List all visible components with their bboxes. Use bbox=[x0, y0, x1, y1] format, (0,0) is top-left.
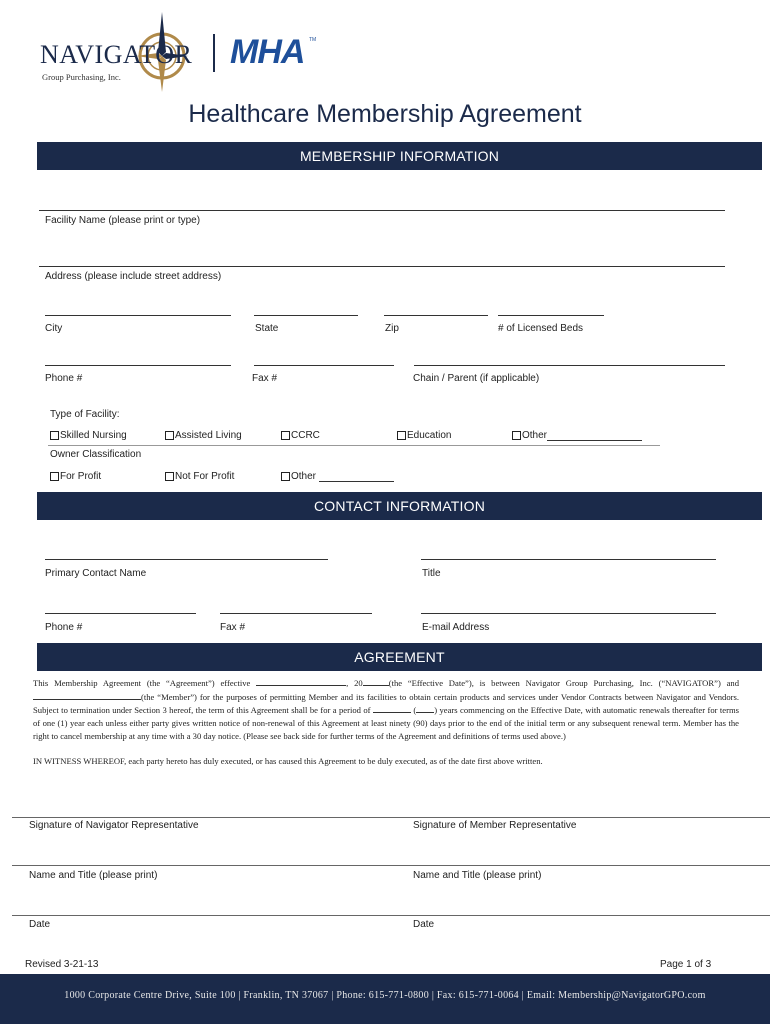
date-right-label: Date bbox=[413, 919, 435, 930]
effective-year-blank[interactable] bbox=[363, 676, 389, 686]
state-label: State bbox=[255, 323, 279, 334]
chain-label: Chain / Parent (if applicable) bbox=[413, 373, 540, 384]
date-line[interactable] bbox=[12, 915, 770, 916]
name-title-line[interactable] bbox=[12, 865, 770, 866]
checkbox-icon[interactable] bbox=[50, 431, 59, 440]
checkbox-skilled-nursing[interactable]: Skilled Nursing bbox=[50, 430, 127, 441]
city-label: City bbox=[45, 323, 63, 334]
agreement-paragraph: This Membership Agreement (the “Agreement”) effective , 20 (the “Effective Date”), is between Navigator Group Purchasing, Inc. (“NAVIGATOR”) and (the “Member”) for the purposes of permitting Member and its facilities to obtain certain products and services under Vendor Contracts between Navigator and Vendors. Subject to termination under Section 3 hereof, the term of this Agreement shall be for a period of ( ) years commencing on the Effective Date, with automatic renewals thereafter for terms of one (1) year each unless either party gives written notice of non-renewal of this Agreement at least ninety (90) days prior to the end of the initial term or any subsequent renewal term. Member has the right to cancel membership at any time with a 30 day notice. (Please see back side for further terms of the Agreement and definitions of terms used above.) bbox=[33, 678, 740, 741]
contact-phone-line[interactable] bbox=[45, 613, 196, 614]
navigator-subtitle: Group Purchasing, Inc. bbox=[42, 72, 121, 82]
checkbox-icon[interactable] bbox=[281, 472, 290, 481]
other-facility-blank[interactable] bbox=[547, 431, 642, 441]
checkbox-ccrc[interactable]: CCRC bbox=[281, 430, 320, 441]
term-length-blank[interactable] bbox=[373, 703, 411, 713]
checkbox-other-facility[interactable]: Other bbox=[512, 430, 642, 441]
trademark-mark: TM bbox=[309, 37, 317, 43]
fax-label: Fax # bbox=[252, 373, 278, 384]
name-title-left-label: Name and Title (please print) bbox=[29, 870, 158, 881]
state-line[interactable] bbox=[254, 315, 358, 316]
checkbox-not-for-profit[interactable]: Not For Profit bbox=[165, 471, 234, 482]
owner-classification-label: Owner Classification bbox=[50, 449, 142, 460]
address-label: Address (please include street address) bbox=[45, 271, 222, 282]
facility-type-divider bbox=[48, 445, 660, 446]
fax-line[interactable] bbox=[254, 365, 394, 366]
navigator-logo bbox=[40, 10, 200, 94]
signature-line[interactable] bbox=[12, 817, 770, 818]
page-number: Page 1 of 3 bbox=[660, 959, 712, 970]
member-signature-label: Signature of Member Representative bbox=[413, 820, 577, 831]
navigator-signature-label: Signature of Navigator Representative bbox=[29, 820, 199, 831]
effective-date-blank[interactable] bbox=[256, 676, 346, 686]
type-of-facility-label: Type of Facility: bbox=[50, 409, 120, 420]
checkbox-icon[interactable] bbox=[165, 472, 174, 481]
primary-contact-label: Primary Contact Name bbox=[45, 568, 147, 579]
navigator-wordmark: NAVIGATOR bbox=[40, 40, 193, 69]
checkbox-for-profit[interactable]: For Profit bbox=[50, 471, 101, 482]
member-name-blank[interactable] bbox=[33, 690, 141, 700]
checkbox-icon[interactable] bbox=[50, 472, 59, 481]
zip-label: Zip bbox=[385, 323, 399, 334]
zip-line[interactable] bbox=[384, 315, 488, 316]
checkbox-assisted-living[interactable]: Assisted Living bbox=[165, 430, 242, 441]
email-line[interactable] bbox=[421, 613, 716, 614]
checkbox-education[interactable]: Education bbox=[397, 430, 451, 441]
footer-contact-bar: 1000 Corporate Centre Drive, Suite 100 | Franklin, TN 37067 | Phone: 615-771-0800 | Fax: 615-771-0064 | Email: Membership@NavigatorGPO.com bbox=[0, 974, 770, 1024]
licensed-beds-label: # of Licensed Beds bbox=[498, 323, 584, 334]
contact-fax-label: Fax # bbox=[220, 622, 246, 633]
phone-label: Phone # bbox=[45, 373, 83, 384]
witness-paragraph: IN WITNESS WHEREOF, each party hereto has duly executed, or has caused this Agreement to be duly executed, as of the date first above written. bbox=[33, 756, 543, 766]
contact-fax-line[interactable] bbox=[220, 613, 372, 614]
facility-name-label: Facility Name (please print or type) bbox=[45, 215, 201, 226]
other-owner-blank[interactable] bbox=[319, 472, 394, 482]
logo-divider bbox=[213, 34, 215, 72]
title-label: Title bbox=[422, 568, 441, 579]
contact-section-header: CONTACT INFORMATION bbox=[37, 492, 762, 520]
chain-line[interactable] bbox=[414, 365, 725, 366]
checkbox-icon[interactable] bbox=[281, 431, 290, 440]
title-line[interactable] bbox=[421, 559, 716, 560]
city-line[interactable] bbox=[45, 315, 231, 316]
membership-section-header: MEMBERSHIP INFORMATION bbox=[37, 142, 762, 170]
email-label: E-mail Address bbox=[422, 622, 490, 633]
address-line[interactable] bbox=[39, 266, 725, 267]
facility-name-line[interactable] bbox=[39, 210, 725, 211]
agreement-section-header: AGREEMENT bbox=[37, 643, 762, 671]
mha-logo: MHA bbox=[230, 33, 305, 71]
contact-phone-label: Phone # bbox=[45, 622, 83, 633]
primary-contact-line[interactable] bbox=[45, 559, 328, 560]
checkbox-icon[interactable] bbox=[397, 431, 406, 440]
checkbox-other-owner[interactable]: Other bbox=[281, 471, 394, 482]
checkbox-icon[interactable] bbox=[165, 431, 174, 440]
revised-date: Revised 3-21-13 bbox=[25, 959, 99, 970]
page-title: Healthcare Membership Agreement bbox=[188, 100, 582, 128]
name-title-right-label: Name and Title (please print) bbox=[413, 870, 542, 881]
checkbox-icon[interactable] bbox=[512, 431, 521, 440]
term-years-blank[interactable] bbox=[416, 703, 434, 713]
date-left-label: Date bbox=[29, 919, 51, 930]
licensed-beds-line[interactable] bbox=[498, 315, 604, 316]
phone-line[interactable] bbox=[45, 365, 231, 366]
